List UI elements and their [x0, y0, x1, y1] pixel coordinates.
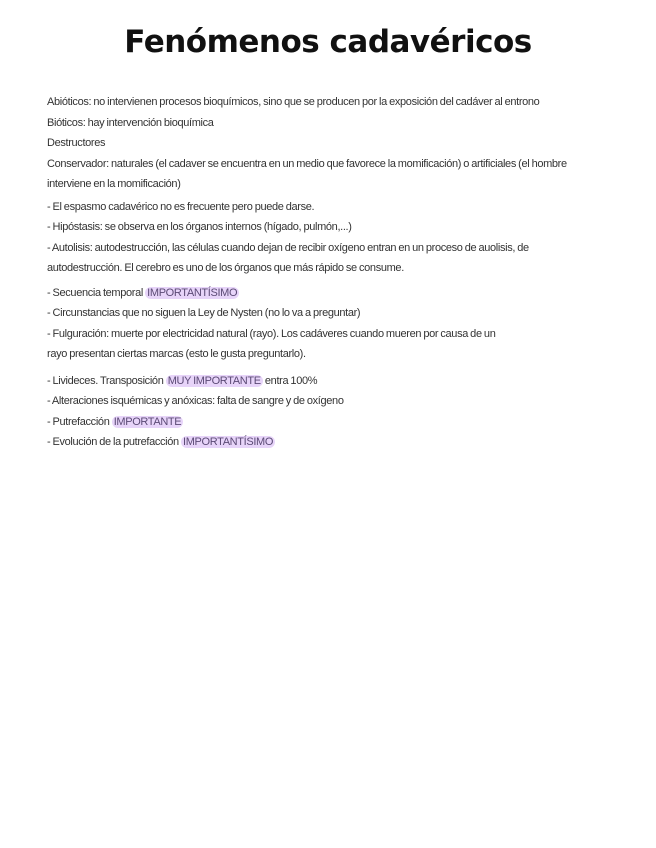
bioticos-line: Bióticos: hay intervención bioquímica — [47, 116, 214, 129]
conservadores-line-2: interviene en la momificación) — [47, 178, 181, 190]
destructores-line: Destructores — [47, 137, 106, 149]
livideces-text: - Livideces. Transposición — [47, 374, 164, 387]
secuencia-line — [47, 283, 607, 304]
fulguracion-line-1: - Fulguración: muerte por electricidad natural (rayo). Los cadáveres cuando mueren por causa de un — [47, 327, 496, 340]
circunstancias-line: - Circunstancias que no siguen la Ley de Nysten (no lo va a preguntar) — [47, 307, 361, 319]
hipostasis-line: - Hipóstasis: se observa en los órganos internos (hígado, pulmón,...) — [47, 221, 352, 233]
evolucion-line — [47, 432, 607, 453]
fulguracion-line-2: rayo presentan ciertas marcas (esto le gusta preguntarlo). — [47, 348, 306, 360]
alteraciones-line: - Alteraciones isquémicas y anóxicas: falta de sangre y de oxígeno — [47, 395, 344, 407]
autolisis-line-1: - Autolisis: autodestrucción, las células cuando dejan de recibir oxígeno entran en un proceso de auolisis, de — [47, 241, 529, 254]
importantisimo-highlight-2: IMPORTANTÍSIMO — [183, 436, 274, 448]
putrefaccion-text: - Putrefacción — [47, 415, 110, 428]
notes-body — [47, 92, 607, 453]
evolucion-text: - Evolución de la putrefacción — [47, 436, 179, 448]
importante-highlight: IMPORTANTE — [113, 415, 182, 428]
abioticos-line: Abióticos: no intervienen procesos bioquímicos, sino que se producen por la exposición del cadáver al entrono — [47, 96, 540, 108]
importantisimo-highlight: IMPORTANTÍSIMO — [147, 286, 238, 299]
livideces-line — [47, 371, 607, 392]
secuencia-text: - Secuencia temporal — [47, 286, 143, 299]
conservadores-line-1: Conservador: naturales (el cadaver se encuentra en un medio que favorece la momificación) o artificiales (el hombre — [47, 157, 567, 170]
espasmo-line: - El espasmo cadavérico no es frecuente pero puede darse. — [47, 200, 315, 213]
livideces-suffix: entra 100% — [264, 374, 318, 387]
autolisis-line-2: autodestrucción. El cerebro es uno de los órganos que más rápido se consume. — [47, 262, 404, 274]
putrefaccion-line — [47, 412, 607, 433]
muy-importante-highlight: MUY IMPORTANTE — [167, 374, 261, 387]
page-title: Fenómenos cadavéricos — [124, 24, 532, 60]
